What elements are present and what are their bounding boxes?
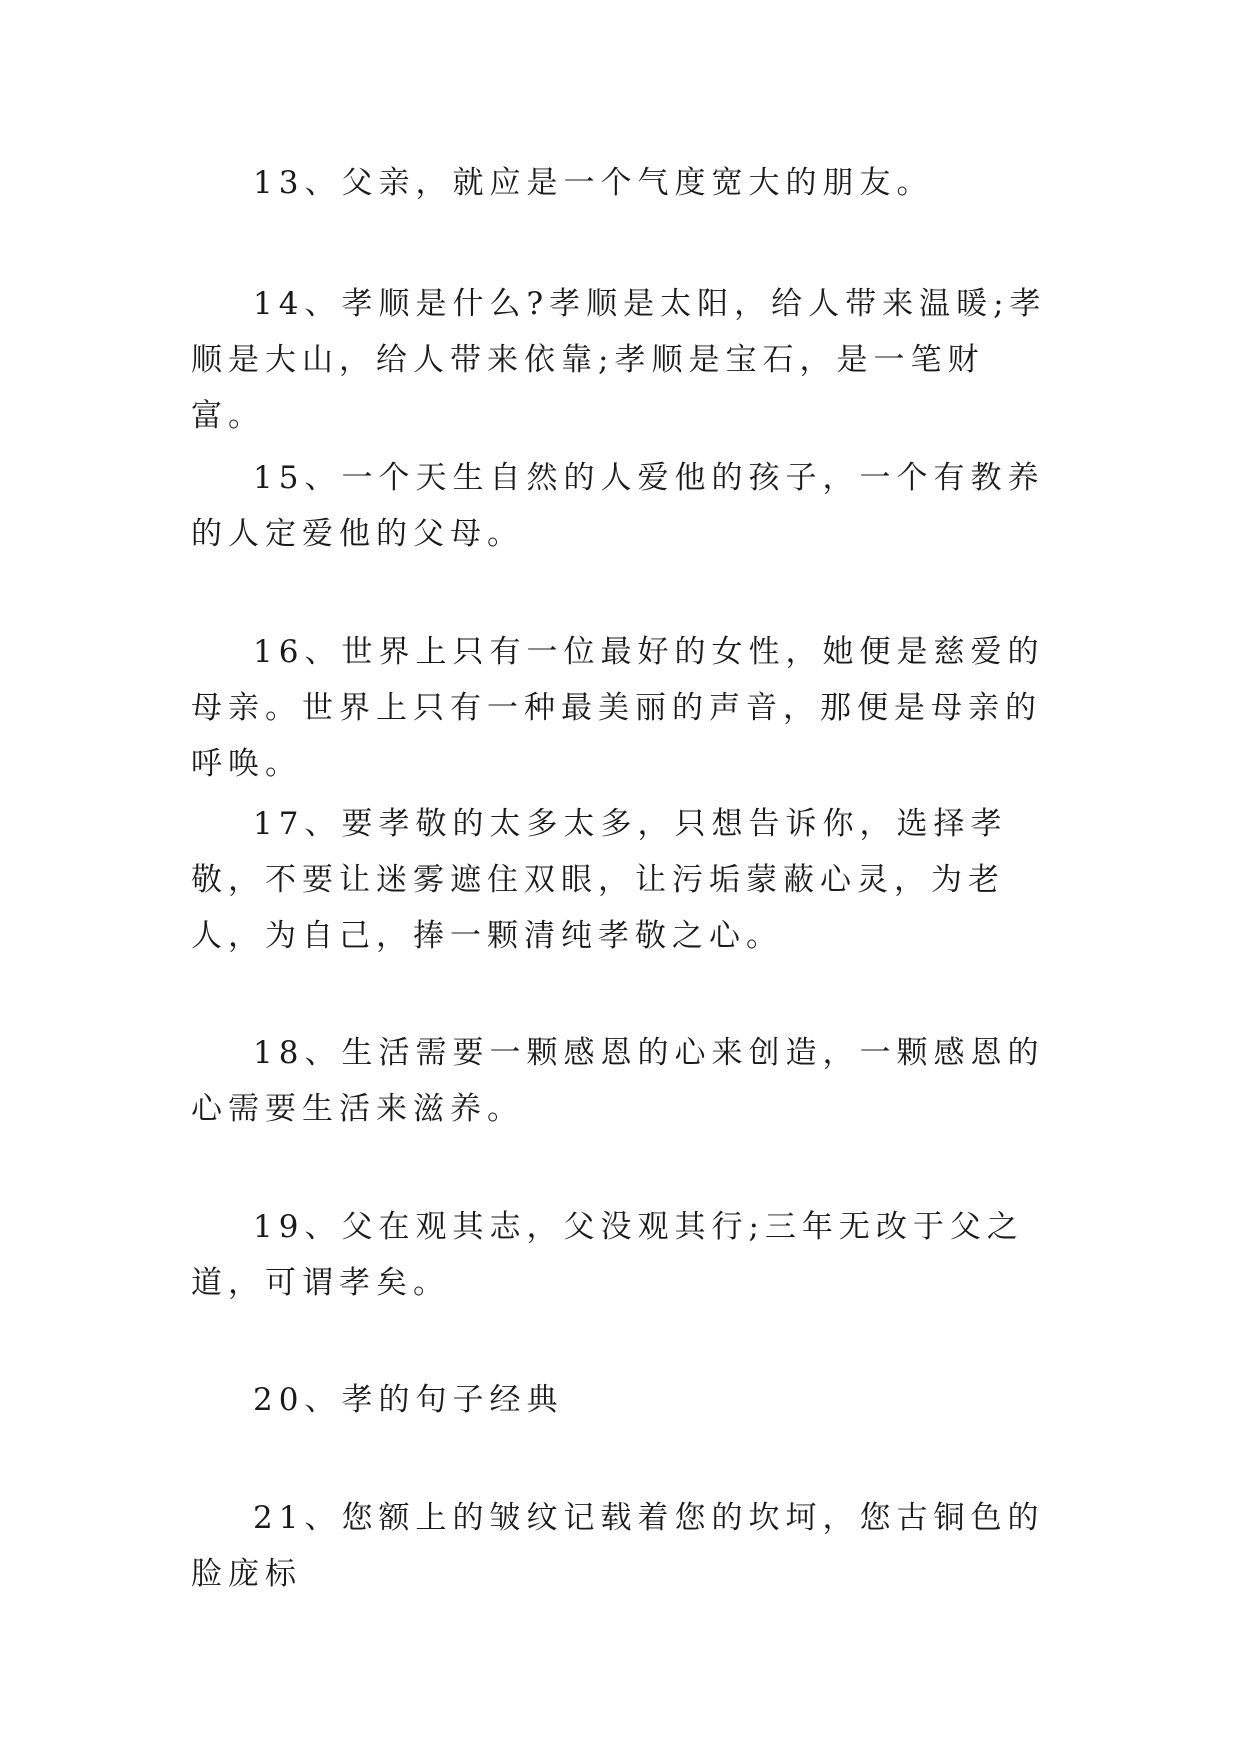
- paragraph-13: 13、父亲，就应是一个气度宽大的朋友。: [253, 165, 934, 201]
- paragraph-17: 17、要孝敬的太多太多，只想告诉你，选择孝敬，不要让迷雾遮住双眼，让污垢蒙蔽心灵，为老人，为自己，捧一颗清纯孝敬之心。: [191, 806, 1008, 954]
- paragraph-15: 15、一个天生自然的人爱他的孩子，一个有教养的人定爱他的父母。: [191, 460, 1045, 552]
- paragraph-18: 18、生活需要一颗感恩的心来创造，一颗感恩的心需要生活来滋养。: [191, 1035, 1045, 1127]
- paragraph-20: 20、孝的句子经典: [253, 1382, 564, 1418]
- paragraph-19: 19、父在观其志，父没观其行;三年无改于父之道，可谓孝矣。: [191, 1209, 1024, 1301]
- paragraph-14: 14、孝顺是什么?孝顺是太阳，给人带来温暖;孝顺是大山，给人带来依靠;孝顺是宝石，是一笔财富。: [191, 286, 1047, 434]
- paragraph-16: 16、世界上只有一位最好的女性，她便是慈爱的母亲。世界上只有一种最美丽的声音，那便是母亲的呼唤。: [191, 634, 1045, 782]
- paragraph-21: 21、您额上的皱纹记载着您的坎坷，您古铜色的脸庞标: [191, 1500, 1045, 1592]
